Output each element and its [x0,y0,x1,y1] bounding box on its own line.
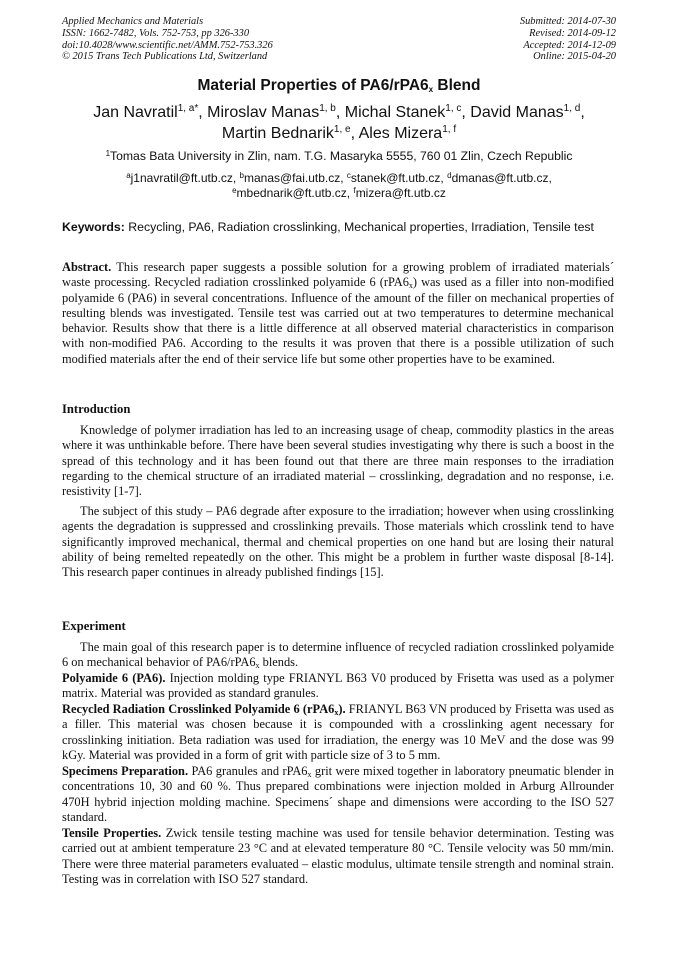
journal-info [62,16,273,63]
keywords-text: Recycling, PA6, Radiation crosslinking, Mechanical properties, Irradiation, Tensile test [124,220,594,234]
journal-issn: ISSN: 1662-7482, Vols. 752-753, pp 326-330 [62,27,250,39]
introduction-heading: Introduction [62,402,131,416]
author: Ales Mizera$^{1, f}$ [358,124,457,142]
author-list [40,102,638,144]
author-emails: $^a$j1navratil@ft.utb.cz, $^b$manas@fai.utb.cz, $^c$stanek@ft.utb.cz, $^d$dmanas@ft.utb.cz, $^e$mbednarik@ft.utb.cz, $^f$mizera@ft.utb.cz [126,171,552,200]
author: Martin Bednarik$^{1, e}$, [221,124,359,142]
experiment-tensile: Tensile Properties. Zwick tensile testing machine was used for tensile behavior determination. Testing was carried out at ambient temperature 23 °C and at elevated temperature 80 °C. Tensile velocity was 50 mm/min. There were three material parameters evaluated – elastic modulus, ultimate tensile strength and nominal strain. Testing was in correlation with ISO 527 standard. [62,826,614,886]
author: Michal Stanek$^{1, c}$, [344,103,471,121]
email-link[interactable]: j1navratil@ft.utb.cz, [130,171,240,185]
email-link[interactable]: mbednarik@ft.utb.cz, [236,186,354,200]
email-link[interactable]: stanek@ft.utb.cz, [350,171,448,185]
author: David Manas$^{1, d}$, [470,103,585,121]
experiment-specimens: Specimens Preparation. PA6 granules and $rPA6_x$ grit were mixed together in laboratory pneumatic blender in concentrations 10, 30 and 60 %. Thus prepared combinations were injection molded in Arburg Allrounder 470H hybrid injection molding machine. Specimens´ shape and dimensions were according to the ISO 527 standard. [62,764,615,824]
introduction-paragraph: Knowledge of polymer irradiation has led to an increasing usage of cheap, commodity plastics in the areas where it was unthinkable before. There have been several studies investigating why there is such a boost in the spread of this technology and it has been found out that there are three main responses to the irradiation regarding to the chemical structure of an irradiated material – crosslinking, degradation and no response, i.e. resistivity [1-7]. [62,423,614,499]
date-submitted: Submitted: 2014-07-30 [519,16,616,27]
experiment-rpa6: Recycled Radiation Crosslinked Polyamide 6 $(rPA6_x)$. FRIANYL B63 VN produced by Frisetta was used as a filler. This material was chosen because it is compounded with a crosslinking agent necessary for crosslinking initiation. Beta radiation was used for irradiation, the energy was 10 MeV and the dose was 99 kGy. Material was provided in a form of grit with particle size of 3 to 5 mm. [62,702,614,762]
author: Miroslav Manas$^{1, b}$, [207,103,345,121]
experiment-pa6: Polyamide 6 (PA6). Injection molding type FRIANYL B63 V0 produced by Frisetta was used as a polymer matrix. Material was provided as standard granules. [62,671,614,701]
experiment-intro: The main goal of this research paper is to determine influence of recycled radiation crosslinked polyamide 6 on mechanical behavior of $PA6/rPA6_x$ blends. [62,640,614,671]
email-link[interactable]: dmanas@ft.utb.cz, [451,171,552,185]
author: Jan Navratil$^{1, a*}$, [93,103,208,121]
keywords [62,220,622,234]
paper-title: Material Properties of $PA6/rPA6_x$ Blend [197,77,481,94]
experiment-heading: Experiment [62,619,126,633]
affiliation: $^1$Tomas Bata University in Zlin, nam. T.G. Masaryka 5555, 760 01 Zlin, Czech Republic [105,149,573,163]
email-link[interactable]: mizera@ft.utb.cz [355,186,446,200]
abstract: Abstract. This research paper suggests a possible solution for a growing problem of irradiated materials´ waste processing. Recycled radiation crosslinked polyamide 6 $(rPA6_x)$ was used as a filler into non-modified polyamide 6 (PA6) in several concentrations. Influence of the amount of the filler on mechanical properties of resulting blends was investigated. Tensile test was carried out at two temperatures to determine mechanical behavior. Results show that there is a little difference at all observed material characteristics in comparison with non-modified PA6. According to the results it was proven that there is a possible utilization of such modified materials after the end of their service life but some other properties have to be examined. [62,260,614,366]
abstract-label: Abstract. [62,260,112,274]
date-accepted: Accepted: 2014-12-09 [523,39,616,51]
keywords-label: Keywords: [62,220,125,234]
email-link[interactable]: manas@fai.utb.cz, [243,171,347,185]
journal-doi: doi:10.4028/www.scientific.net/AMM.752-753.326 [62,39,273,51]
publication-dates [520,16,616,63]
introduction-paragraph: The subject of this study – PA6 degrade after exposure to the irradiation; however when using crosslinking agents the degradation is suppressed and crosslinking prevails. Those materials which crosslink tend to have significantly improved mechanical, thermal and chemical properties on one hand but are losing their natural ability of being remelted repeatedly on the other. This might be a problem in further waste disposal [8-14]. This research paper continues in already published findings [15]. [62,504,614,580]
date-online: Online: 2015-04-20 [533,51,616,63]
journal-copyright: © 2015 Trans Tech Publications Ltd, Switzerland [62,51,268,63]
date-revised: Revised: 2014-09-12 [529,27,616,39]
journal-name: Applied Mechanics and Materials [62,16,204,27]
